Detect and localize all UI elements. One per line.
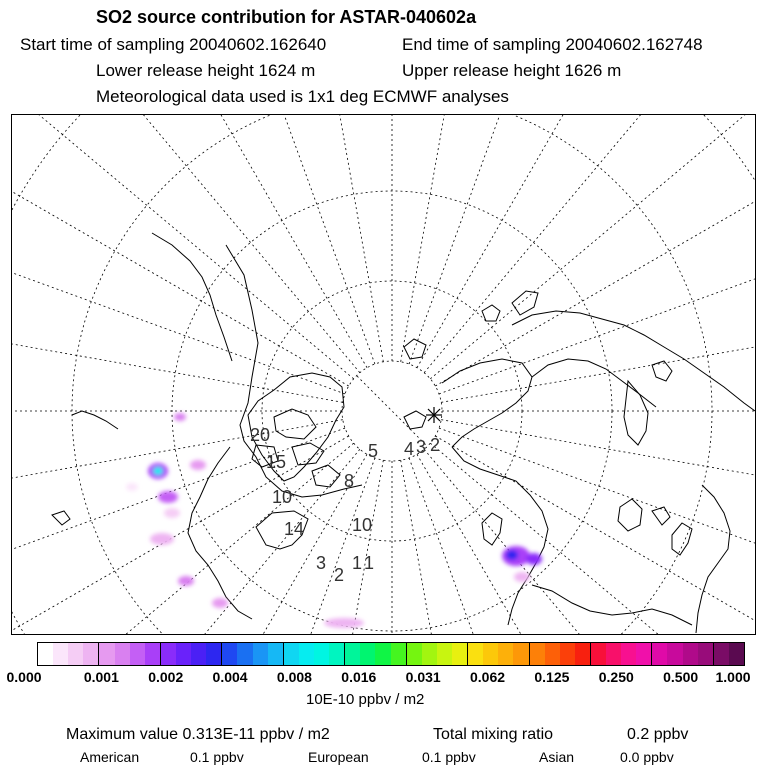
meridian-line bbox=[417, 115, 755, 368]
coastline-labrador bbox=[188, 447, 252, 619]
meridian-line bbox=[439, 428, 755, 634]
colorbar-segment bbox=[115, 643, 130, 665]
meridian-line bbox=[430, 115, 755, 379]
plume-pacific-4 bbox=[153, 467, 163, 475]
colorbar-segment bbox=[498, 643, 513, 665]
colorbar bbox=[37, 642, 745, 666]
latitude-circle bbox=[172, 191, 612, 631]
upper-height-label: Upper release height 1626 m bbox=[402, 61, 622, 80]
region-asian-value: 0.0 ppbv bbox=[620, 749, 674, 765]
colorbar-segment bbox=[83, 643, 99, 665]
meridian-line bbox=[118, 458, 375, 634]
colorbar-tick-label: 0.002 bbox=[148, 669, 184, 685]
colorbar-segment bbox=[698, 643, 714, 665]
colorbar-segment bbox=[513, 643, 529, 665]
coastline-east-asia bbox=[696, 485, 730, 633]
day-label: 4 bbox=[404, 439, 415, 459]
colorbar-tick-label: 1.000 bbox=[715, 669, 751, 685]
map-canvas bbox=[12, 115, 755, 634]
day-label: 10 bbox=[352, 515, 373, 535]
colorbar-segment bbox=[145, 643, 161, 665]
colorbar-tick-label: 0.004 bbox=[212, 669, 248, 685]
region-american-value: 0.1 ppbv bbox=[190, 749, 244, 765]
colorbar-segment bbox=[621, 643, 636, 665]
colorbar-segment bbox=[729, 643, 744, 665]
coastline-novaya-zemlya bbox=[512, 291, 538, 315]
max-value-label: Maximum value 0.313E-11 ppbv / m2 bbox=[66, 726, 330, 743]
colorbar-segment bbox=[437, 643, 452, 665]
meridian-line bbox=[12, 115, 354, 379]
day-label: 5 bbox=[368, 441, 379, 461]
coastline-kamchatka bbox=[624, 381, 648, 445]
day-label: 10 bbox=[272, 487, 293, 507]
total-mixing-ratio-label: Total mixing ratio bbox=[433, 726, 554, 743]
colorbar-tick-label: 0.000 bbox=[6, 669, 42, 685]
day-label: 2 bbox=[334, 565, 345, 585]
colorbar-segment bbox=[38, 643, 53, 665]
colorbar-units: 10E-10 ppbv / m2 bbox=[306, 691, 425, 708]
coastline-north-america-north bbox=[226, 245, 362, 497]
meridian-line bbox=[12, 115, 360, 373]
colorbar-segment bbox=[636, 643, 652, 665]
colorbar-segment bbox=[345, 643, 360, 665]
colorbar-segment bbox=[545, 643, 560, 665]
plume-pacific-8 bbox=[126, 483, 138, 491]
meridian-line bbox=[409, 458, 666, 634]
day-label: 8 bbox=[344, 471, 355, 491]
colorbar-segment bbox=[314, 643, 329, 665]
colorbar-segment bbox=[360, 643, 375, 665]
lower-height-label: Lower release height 1624 m bbox=[96, 61, 316, 80]
colorbar-segment bbox=[606, 643, 621, 665]
colorbar-segment bbox=[591, 643, 606, 665]
day-label: 20 bbox=[250, 425, 271, 445]
colorbar-tick-label: 0.016 bbox=[341, 669, 377, 685]
plume-pacific-2 bbox=[190, 460, 206, 470]
plume-atlantic-1 bbox=[212, 598, 228, 608]
coastline-aleutians bbox=[72, 411, 118, 429]
colorbar-tick-label: 0.500 bbox=[663, 669, 699, 685]
region-european-name: European bbox=[308, 749, 369, 765]
colorbar-tick-label: 0.001 bbox=[83, 669, 119, 685]
coastline-lake-baikal bbox=[652, 361, 672, 381]
colorbar-segment bbox=[206, 643, 222, 665]
meridian-line bbox=[401, 115, 531, 362]
day-label: 14 bbox=[284, 519, 305, 539]
coastline-alaska bbox=[152, 233, 232, 361]
plume-pacific-7 bbox=[150, 533, 174, 545]
meridian-line bbox=[12, 115, 349, 386]
meridian-line bbox=[441, 272, 755, 402]
colorbar-tick-label: 0.062 bbox=[470, 669, 506, 685]
day-label: 1 bbox=[364, 553, 375, 573]
plume-pacific-9 bbox=[178, 576, 194, 586]
colorbar-segment bbox=[176, 643, 191, 665]
colorbar-segment bbox=[452, 643, 468, 665]
colorbar-tick-label: 0.008 bbox=[276, 669, 312, 685]
coastline-franz-josef bbox=[482, 305, 500, 321]
contribution-plumes bbox=[126, 413, 542, 628]
plume-europe-4 bbox=[514, 572, 530, 582]
colorbar-segment bbox=[130, 643, 145, 665]
meridian-line bbox=[12, 115, 367, 368]
coastline-japan bbox=[672, 523, 692, 555]
colorbar-segment bbox=[53, 643, 68, 665]
meridian-line bbox=[118, 115, 375, 364]
meridian-line bbox=[424, 115, 755, 373]
colorbar-segment bbox=[530, 643, 545, 665]
colorbar-segment bbox=[391, 643, 407, 665]
plot-title: SO2 source contribution for ASTAR-040602a bbox=[96, 7, 477, 27]
plume-pacific-5 bbox=[158, 491, 178, 503]
colorbar-segment bbox=[237, 643, 252, 665]
start-time-label: Start time of sampling 20040602.162640 bbox=[20, 35, 327, 54]
colorbar-segment bbox=[268, 643, 284, 665]
meridian-line bbox=[253, 115, 383, 362]
coastline-britain bbox=[482, 513, 502, 545]
plume-europe-2 bbox=[506, 550, 518, 560]
day-label: 15 bbox=[266, 452, 287, 472]
coastline-mediterranean bbox=[532, 585, 692, 625]
day-label: 2 bbox=[430, 435, 441, 455]
coastlines bbox=[52, 233, 755, 633]
colorbar-segment bbox=[560, 643, 575, 665]
colorbar-segment bbox=[284, 643, 299, 665]
met-data-label: Meteorological data used is 1x1 deg ECMWF analyses bbox=[96, 87, 509, 106]
colorbar-segment bbox=[161, 643, 176, 665]
colorbar-segment bbox=[483, 643, 498, 665]
colorbar-segment bbox=[191, 643, 206, 665]
total-mixing-ratio-value: 0.2 ppbv bbox=[627, 726, 689, 743]
colorbar-segment bbox=[253, 643, 268, 665]
colorbar-segment bbox=[299, 643, 314, 665]
day-labels bbox=[250, 425, 440, 585]
meridian-line bbox=[12, 454, 367, 634]
colorbar-segment bbox=[222, 643, 237, 665]
colorbar-segment bbox=[68, 643, 83, 665]
colorbar-segment bbox=[652, 643, 667, 665]
colorbar-segment bbox=[575, 643, 591, 665]
colorbar-segment bbox=[683, 643, 698, 665]
colorbar-tick-label: 0.250 bbox=[598, 669, 634, 685]
plume-europe-3 bbox=[526, 553, 542, 565]
day-label: 3 bbox=[416, 437, 427, 457]
colorbar-segment bbox=[407, 643, 422, 665]
plume-pacific-1 bbox=[174, 413, 186, 421]
colorbar-segment bbox=[667, 643, 682, 665]
colorbar-tick-label: 0.031 bbox=[405, 669, 441, 685]
colorbar-segment bbox=[468, 643, 483, 665]
colorbar-segment bbox=[329, 643, 345, 665]
graticule bbox=[12, 115, 755, 634]
region-european-value: 0.1 ppbv bbox=[422, 749, 476, 765]
coastline-siberia bbox=[512, 311, 755, 411]
day-label: 1 bbox=[352, 553, 363, 573]
plume-pacific-6 bbox=[164, 508, 180, 518]
region-american-name: American bbox=[80, 749, 140, 765]
coastline-aral bbox=[652, 507, 670, 525]
coastline-pacific-island bbox=[52, 511, 70, 525]
meridian-line bbox=[441, 420, 755, 550]
meridian-line bbox=[12, 272, 343, 402]
polar-map bbox=[11, 114, 756, 635]
colorbar-segment bbox=[99, 643, 114, 665]
colorbar-segment bbox=[375, 643, 390, 665]
day-label: 3 bbox=[316, 553, 327, 573]
coastline-svalbard bbox=[404, 339, 426, 359]
colorbar-segment bbox=[422, 643, 437, 665]
receptor-marker bbox=[426, 407, 442, 423]
coastline-caspian bbox=[618, 499, 642, 531]
colorbar-tick-label: 0.125 bbox=[534, 669, 570, 685]
end-time-label: End time of sampling 20040602.162748 bbox=[402, 35, 703, 54]
region-asian-name: Asian bbox=[539, 749, 575, 765]
meridian-line bbox=[435, 115, 755, 386]
colorbar-segment bbox=[714, 643, 729, 665]
plume-atlantic-2 bbox=[324, 618, 364, 628]
coastline-scandinavia bbox=[442, 359, 532, 447]
